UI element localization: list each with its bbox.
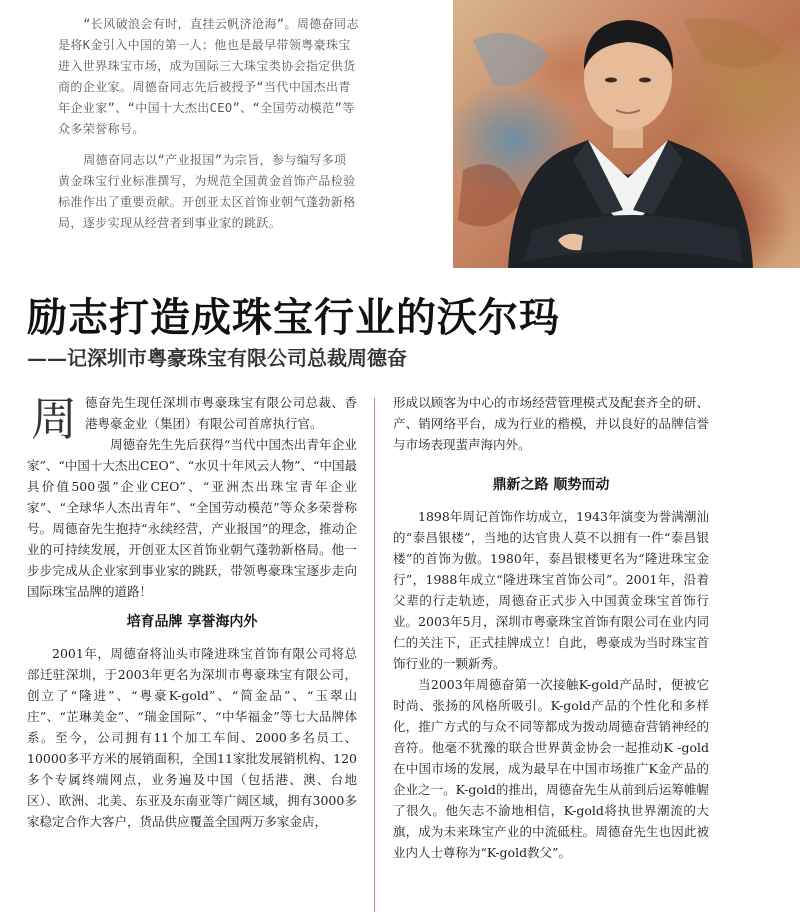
article-column-right — [393, 392, 709, 863]
article-paragraph: 1898年周记首饰作坊成立，1943年演变为誉满潮汕的“泰昌银楼”，当地的达官贵人莫不以拥有一件“泰昌银楼”的首饰为傲。1980年，泰昌银楼更名为“隆进珠宝金行”，1988年成立“隆进珠宝首饰公司”。2001年，沿着父辈的行走轨迹，周德奋正式步入中国黄金珠宝首饰行业。2003年5月，深圳市粤豪珠宝首饰有限公司在业内同仁的关注下，正式挂牌成立！自此，粤豪成为当时珠宝首饰行业的一颗新秀。 — [393, 509, 709, 671]
quote-paragraph-1: “长风破浪会有时，直挂云帆济沧海”。周德奋同志 是将K金引入中国的第一人；他也是最早带领粤豪珠宝 进入世界珠宝市场，成为国际三大珠宝类协会指定供货 商的企业家。周德奋同志先后被授予“当代中国杰出青 年企业家”、“中国十大杰出CEO”、“全国劳动模范”等 众多荣誉称号。 — [58, 17, 359, 136]
article-paragraph: 当2003年周德奋第一次接触K-gold产品时，便被它时尚、张扬的风格所吸引。K-gold产品的个性化和多样化，推广方式的与众不同等都成为拨动周德奋营销神经的音符。他毫不犹豫的联合世界黄金协会一起推动K -gold在中国市场的发展，成为最早在中国市场推广K金产品的企业之一。K-gold的推出，周德奋先生从前到后运筹帷幄了很久。他矢志不渝地相信，K-gold将执世界潮流的大旗，成为未来珠宝产业的中流砥柱。周德奋先生也因此被业内人士尊称为“K-gold教父”。 — [393, 677, 709, 860]
intro-paragraph — [27, 392, 357, 446]
article-column-left — [27, 392, 357, 832]
section-heading: 鼎新之路 顺势而动 — [492, 477, 610, 493]
portrait-photo — [453, 0, 800, 268]
section-heading: 培育品牌 享誉海内外 — [126, 614, 258, 630]
article-paragraph: 2001年，周德奋将汕头市隆进珠宝首饰有限公司将总部迁驻深圳，于2003年更名为深圳市粤豪珠宝有限公司，创立了“隆进”、“粤豪K-gold”、“简金品”、“玉翠山庄”、“芷琳美金”、“瑞金国际”、“中华福金”等七大品牌体系。至今，公司拥有11个加工车间、2000多名员工、10000多平方米的展销面积，全国11家批发展销机构、120多个专属终端网点，业务遍及中国（包括港、澳、台地区）、欧洲、北美、东亚及东南亚等广阔区域，拥有3000多家稳定合作大客户，货品供应覆盖全国两万多家金店， — [27, 646, 357, 829]
article-paragraph: 形成以顾客为中心的市场经营管理模式及配套齐全的研、产、销网络平台，成为行业的楷模，并以良好的品牌信誉与市场表现蜚声海内外。 — [393, 395, 709, 452]
subtitle: ——记深圳市粤豪珠宝有限公司总裁周德奋 — [27, 346, 407, 370]
quote-paragraph-2: 周德奋同志以“产业报国”为宗旨，参与编写多项 黄金珠宝行业标准撰写，为规范全国黄金首饰产品检验 标准作出了重要贡献。开创亚太区首饰业朝气蓬勃新格 局，逐步实现从经营者到事业家的跳跃。 — [58, 153, 356, 230]
drop-cap: 周 — [31, 392, 77, 446]
headline: 励志打造成珠宝行业的沃尔玛 — [27, 295, 560, 341]
article-paragraph: 周德奋先生先后获得“当代中国杰出青年企业家”、“中国十大杰出CEO”、“水贝十年风云人物”、“中国最具价值500强”企业CEO”、“亚洲杰出珠宝青年企业家”、“全球华人杰出青年”、“全国劳动模范”等众多荣誉称号。周德奋先生抱持“永续经营，产业报国”的理念，推动企业的可持续发展，开创亚太区首饰业朝气蓬勃新格局。他一步步完成从企业家到事业家的跳跃，带领粤豪珠宝逐步走向国际珠宝品牌的道路！ — [27, 437, 357, 599]
column-divider — [374, 398, 375, 912]
intro-quote-block — [58, 14, 416, 234]
intro-text: 德奋先生现任深圳市粤豪珠宝有限公司总裁、香港粤豪金业（集团）有限公司首席执行官。 — [85, 395, 357, 431]
